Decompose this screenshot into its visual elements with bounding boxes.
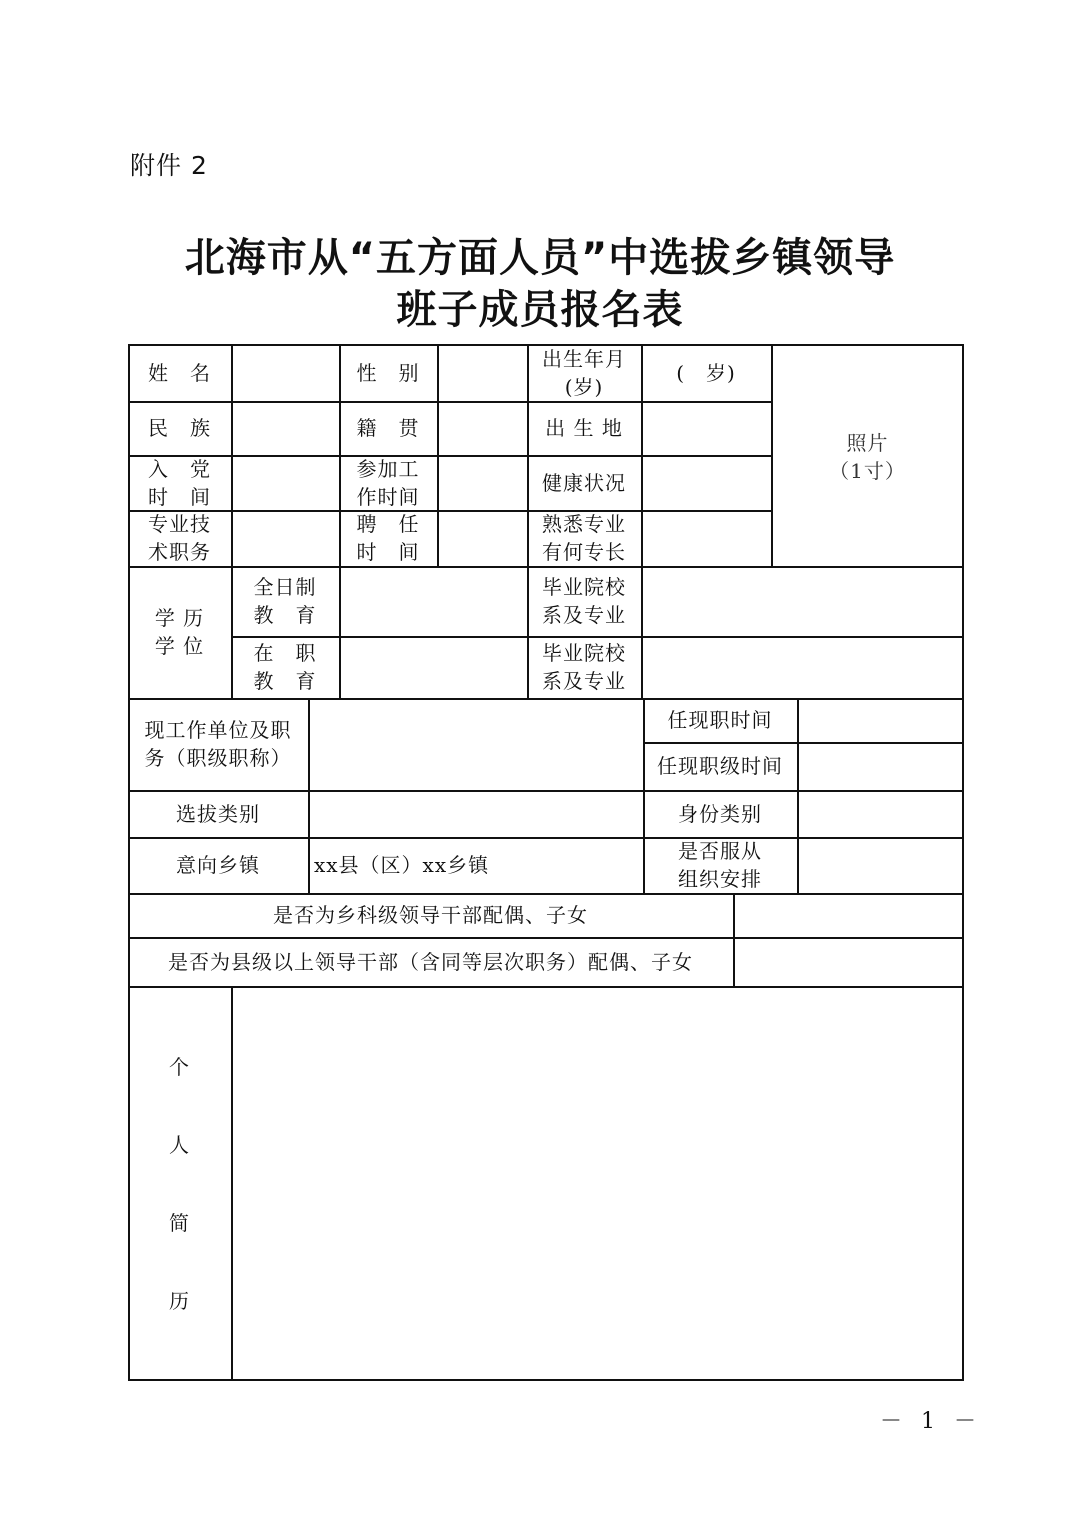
name-label: 姓 名 bbox=[148, 360, 211, 385]
obey-arrangement-field[interactable] bbox=[797, 837, 964, 893]
ethnicity-label: 民 族 bbox=[148, 416, 211, 440]
obey-arrangement-label: 是否服从 组织安排 bbox=[678, 839, 762, 891]
inservice-school-field[interactable] bbox=[641, 636, 964, 698]
work-start-date-label: 参加工 作时间 bbox=[356, 456, 420, 509]
birthplace-field[interactable] bbox=[641, 401, 771, 455]
page-number: － 1 － bbox=[880, 1409, 982, 1434]
health-field[interactable] bbox=[641, 455, 771, 510]
inservice-education-label: 在 职 教 育 bbox=[253, 641, 317, 693]
specialty-label: 熟悉专业 有何专长 bbox=[542, 512, 626, 564]
professional-title-label: 专业技 术职务 bbox=[148, 512, 211, 564]
target-town-label: 意向乡镇 bbox=[176, 853, 260, 877]
county-cadre-relative-label: 是否为县级以上领导干部（含同等层次职务）配偶、子女 bbox=[168, 949, 693, 974]
current-unit-field[interactable] bbox=[308, 698, 643, 790]
health-label: 健康状况 bbox=[542, 470, 626, 495]
form-title-line-1: 北海市从“五方面人员”中选拔乡镇领导 bbox=[184, 235, 896, 281]
work-start-date-field[interactable] bbox=[437, 455, 527, 510]
age-field[interactable]: ( 岁) bbox=[676, 360, 736, 385]
party-join-date-label: 入 党 时 间 bbox=[148, 456, 211, 509]
specialty-field[interactable] bbox=[641, 510, 771, 566]
inservice-school-label: 毕业院校 系及专业 bbox=[542, 641, 626, 693]
fulltime-school-label: 毕业院校 系及专业 bbox=[542, 575, 626, 627]
position-start-field[interactable] bbox=[797, 698, 964, 742]
identity-type-field[interactable] bbox=[797, 790, 964, 837]
position-start-label: 任现职时间 bbox=[667, 708, 773, 732]
fulltime-education-label: 全日制 教 育 bbox=[253, 575, 317, 627]
gender-label: 性 别 bbox=[356, 360, 420, 385]
professional-title-field[interactable] bbox=[231, 510, 339, 566]
ethnicity-field[interactable] bbox=[231, 401, 339, 455]
hire-date-label: 聘 任 时 间 bbox=[356, 512, 420, 564]
selection-type-field[interactable] bbox=[308, 790, 643, 837]
rank-start-field[interactable] bbox=[797, 742, 964, 790]
attachment-label: 附件 2 bbox=[130, 151, 208, 180]
identity-type-label: 身份类别 bbox=[678, 801, 762, 826]
birthplace-label: 出 生 地 bbox=[545, 416, 623, 440]
township-cadre-relative-label: 是否为乡科级领导干部配偶、子女 bbox=[273, 903, 588, 927]
photo-placeholder: 照片 （1寸） bbox=[829, 431, 906, 483]
native-place-label: 籍 贯 bbox=[356, 416, 420, 440]
target-town-field[interactable]: xx县（区）xx乡镇 bbox=[314, 853, 490, 877]
birth-date-label: 出生年月 (岁) bbox=[542, 346, 626, 399]
fulltime-school-field[interactable] bbox=[641, 566, 964, 636]
inservice-education-field[interactable] bbox=[339, 636, 527, 698]
name-field[interactable] bbox=[231, 344, 339, 401]
fulltime-education-field[interactable] bbox=[339, 566, 527, 636]
education-degree-label: 学 历 学 位 bbox=[154, 606, 205, 658]
county-cadre-relative-field[interactable] bbox=[733, 937, 964, 986]
native-place-field[interactable] bbox=[437, 401, 527, 455]
party-join-date-field[interactable] bbox=[231, 455, 339, 510]
selection-type-label: 选拔类别 bbox=[176, 801, 260, 826]
gender-field[interactable] bbox=[437, 344, 527, 401]
hire-date-field[interactable] bbox=[437, 510, 527, 566]
resume-field[interactable] bbox=[231, 986, 964, 1381]
township-cadre-relative-field[interactable] bbox=[733, 893, 964, 937]
current-unit-label: 现工作单位及职 务（职级职称） bbox=[144, 718, 292, 770]
form-title-line-2: 班子成员报名表 bbox=[396, 287, 684, 333]
resume-label: 个 人 简 历 bbox=[169, 1054, 190, 1313]
rank-start-label: 任现职级时间 bbox=[657, 754, 783, 778]
